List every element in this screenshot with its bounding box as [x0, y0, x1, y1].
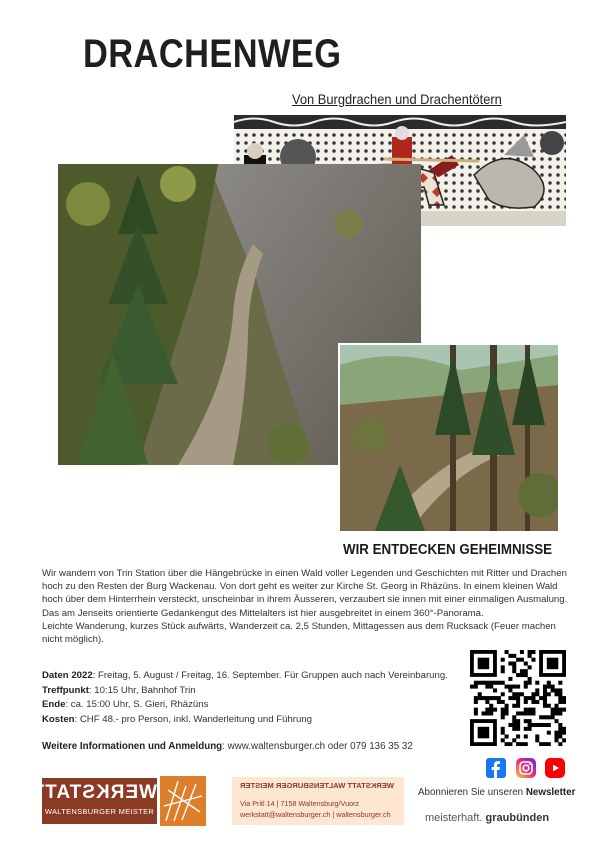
section-heading: WIR ENTDECKEN GEHEIMNISSE	[343, 542, 553, 558]
brand-left: meisterhaft.	[425, 812, 483, 824]
dates-value: : Freitag, 5. August / Freitag, 16. September. Für Gruppen auch nach Vereinbarung.	[92, 670, 448, 681]
page-title: DRACHENWEG	[83, 32, 342, 76]
more-info[interactable]	[42, 741, 413, 752]
instagram-icon[interactable]	[516, 758, 536, 778]
card-address: Via Pritl 14 | 7158 Waltensburg/Vuorz	[240, 799, 360, 808]
logo-title: WERKSTATT	[31, 782, 157, 803]
more-info-value[interactable]: : www.waltensburger.ch oder 079 136 35 32	[222, 741, 413, 752]
more-info-label: Weitere Informationen und Anmeldung	[42, 741, 223, 752]
event-details	[42, 669, 462, 727]
newsletter-bold[interactable]: Newsletter	[525, 787, 576, 798]
brand-right: graubünden	[485, 812, 550, 824]
meeting-label: Treffpunkt	[42, 684, 89, 696]
cost-value: : CHF 48.- pro Person, inkl. Wanderleitung und Führung	[74, 713, 312, 725]
card-title: WERKSTATT WALTENSBURGER MEISTER	[240, 781, 394, 790]
dates-label: Daten 2022	[42, 670, 93, 681]
contact-card	[232, 777, 404, 825]
qr-code[interactable]	[470, 650, 566, 746]
newsletter-prefix: Abonnieren Sie unseren	[418, 787, 526, 798]
end-row	[42, 698, 462, 713]
end-label: Ende	[42, 699, 66, 710]
intro-text	[42, 567, 572, 646]
meeting-value: : 10:15 Uhr, Bahnhof Trin	[88, 684, 196, 696]
intro-paragraph-2: Leichte Wanderung, kurzes Stück aufwärts, Wanderzeit ca. 2,5 Stunden, Mittagessen aus dem Rucksack (Feuer machen nicht möglich).	[42, 620, 556, 646]
youtube-icon[interactable]	[545, 758, 565, 778]
meeting-row	[42, 684, 462, 699]
card-contact[interactable]: werkstatt@waltensburger.ch | waltensburger.ch	[240, 810, 391, 819]
facebook-icon[interactable]	[486, 758, 506, 778]
werkstatt-logo	[31, 778, 157, 824]
valley-forest-photo	[338, 343, 560, 533]
graubuenden-brand	[425, 812, 549, 824]
intro-paragraph-1: Wir wandern von Trin Station über die Hängebrücke in einen Wald voller Legenden und Geschichten mit Ritter und Drachen hoch zu den Resten der Burg Wackenau. Von dort geht es weiter zur Kirche St. Georg in Rhäzüns. In einem kleinen Wald hoch über dem Hinterrhein versteckt, unscheinbar in ihrem Äusseren, verzaubert sie innen mit einer einmaligen Ausmalung. Das am Jenseits orientierte Gedankengut des Mittelalters ist hier ausgebreitet in einem 360°-Panorama.	[42, 568, 568, 619]
dates-row	[42, 669, 462, 684]
qr-code-graphic	[470, 650, 566, 746]
cost-label: Kosten	[42, 713, 75, 725]
page-subtitle: Von Burgdrachen und Drachentötern	[292, 91, 502, 107]
logo-subtitle: WALTENSBURGER MEISTER	[44, 807, 155, 816]
newsletter-link[interactable]	[418, 787, 575, 798]
brand-mark-icon	[160, 776, 206, 826]
cost-row	[42, 713, 462, 728]
end-value: : ca. 15:00 Uhr, S. Gieri, Rhäzüns	[65, 699, 209, 710]
